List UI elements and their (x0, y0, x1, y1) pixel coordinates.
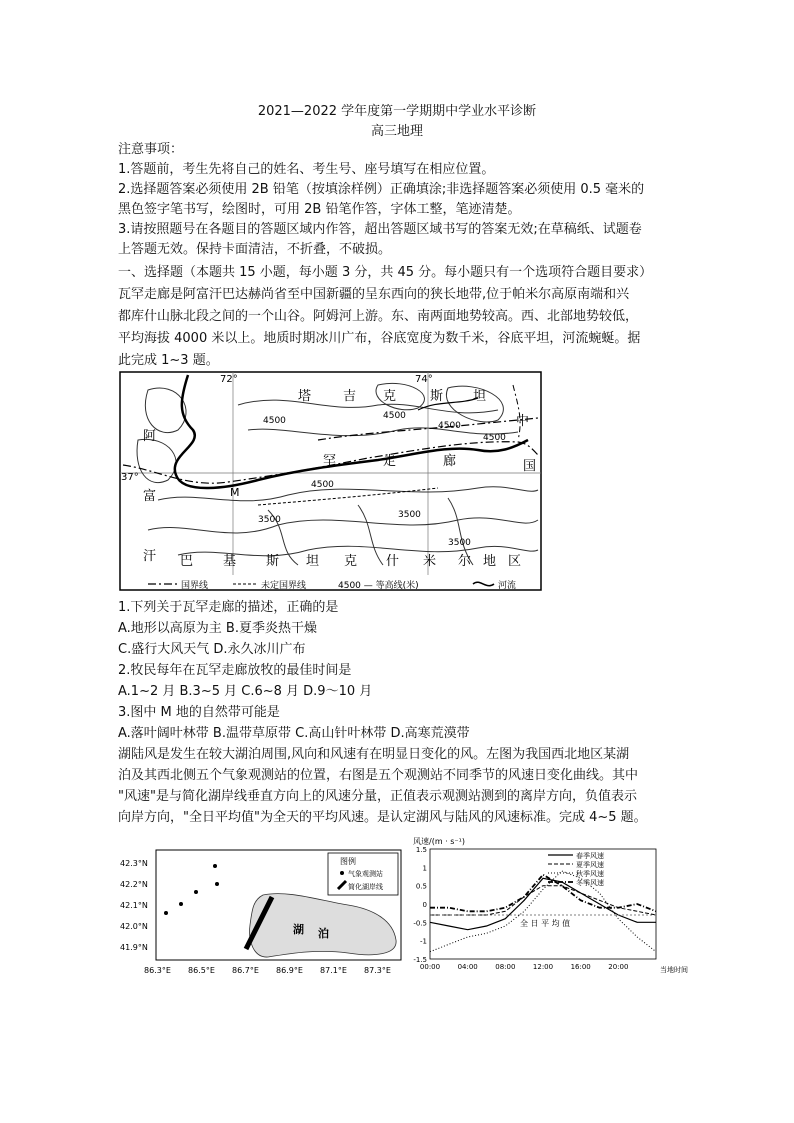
contour-label: 3500 (448, 538, 471, 548)
x-tick-label: 12:00 (532, 963, 554, 971)
lon-tick: 86.3°E (144, 966, 171, 975)
station-dot (215, 882, 219, 886)
y-tick-label: 0 (422, 901, 427, 909)
region-char: 斯 (430, 389, 444, 404)
region-char: 什 (386, 554, 400, 569)
region-char: 区 (508, 554, 522, 569)
question-options: A.落叶阔叶林带 B.温带草原带 C.高山针叶林带 D.高寒荒漠带 (118, 726, 470, 741)
chart-xlabel: 当地时间 (660, 966, 688, 974)
note-line: 2.选择题答案必须使用 2B 铅笔（按填涂样例）正确填涂;非选择题答案必须使用 0.5 毫米的 (118, 182, 645, 197)
lon-tick: 86.5°E (188, 966, 215, 975)
lon-tick: 87.3°E (364, 966, 391, 975)
exam-subtitle: 高三地理 (370, 124, 423, 139)
question-options: C.盛行大风天气 D.永久冰川广布 (118, 642, 306, 657)
region-char: 尔 (458, 554, 472, 569)
series-line (430, 875, 656, 912)
contour-label: 4500 (383, 411, 406, 421)
legend-contour: 4500 — 等高线(米) (338, 581, 419, 591)
legend-title: 图例 (340, 857, 356, 866)
lon-label: 72° (220, 374, 238, 385)
intro-line: 此完成 1~3 题。 (118, 353, 219, 368)
region-char: 坦 (473, 389, 487, 404)
region-char: 巴 (180, 554, 194, 569)
y-tick-label: -0.5 (413, 919, 427, 928)
question-stem: 2.牧民每年在瓦罕走廊放牧的最佳时间是 (118, 663, 352, 678)
region-char: 坦 (306, 554, 320, 569)
region-char: 阿 (143, 429, 157, 444)
region-char: 吉 (343, 389, 357, 404)
passage-line: 湖陆风是发生在较大湖泊周围,风向和风速有在明显日变化的风。左图为我国西北地区某湖 (118, 747, 630, 762)
x-tick-label: 00:00 (419, 963, 441, 971)
x-tick-label: 20:00 (608, 963, 629, 971)
legend-station: 气象观测站 (348, 870, 383, 878)
contour-label: 4500 (311, 480, 334, 490)
lat-tick: 42.1°N (120, 901, 148, 910)
chart-annotation: 全 日 平 均 值 (520, 919, 571, 928)
x-tick-label: 08:00 (495, 963, 516, 971)
x-tick-label: 16:00 (570, 963, 591, 971)
y-tick-label: 1 (422, 864, 427, 873)
lon-label: 74° (415, 374, 433, 385)
lat-tick: 41.9°N (120, 943, 148, 952)
section-heading: 一、选择题（本题共 15 小题，每小题 3 分，共 45 分。每小题只有一个选项符合题目要求） (118, 265, 653, 280)
region-char: 罕 (323, 454, 337, 469)
contour-label: 3500 (258, 515, 281, 525)
chart-frame (430, 849, 656, 959)
lat-tick: 42.3°N (120, 859, 148, 868)
region-char: 地 (483, 554, 497, 569)
contour-label: 4500 (483, 433, 506, 443)
x-tick-label: 04:00 (457, 963, 478, 971)
lon-tick: 86.7°E (232, 966, 259, 975)
legend-entry: 春季风速 (576, 852, 604, 860)
question-stem: 1.下列关于瓦罕走廊的描述，正确的是 (118, 600, 339, 615)
wakhan-map (118, 370, 543, 595)
legend-border: 国界线 (181, 581, 209, 591)
question-options: A.1~2 月 B.3~5 月 C.6~8 月 D.9～10 月 (118, 684, 373, 699)
y-tick-label: -1.5 (413, 956, 427, 964)
note-line: 上答题无效。保持卡面清洁，不折叠，不破损。 (118, 242, 392, 257)
chart-ylabel: 风速/(m · s⁻¹) (413, 837, 465, 846)
region-char: 斯 (266, 554, 280, 569)
region-char: 米 (423, 554, 437, 569)
lake-label: 泊 (318, 927, 329, 940)
y-tick-label: -1 (420, 937, 427, 946)
notes-heading: 注意事项： (118, 142, 184, 157)
region-char: 国 (523, 459, 537, 474)
wind-speed-chart (408, 835, 698, 980)
contour-label: 4500 (438, 421, 461, 431)
legend-river: 河流 (498, 581, 517, 591)
region-char: 走 (383, 454, 397, 469)
region-char: 基 (223, 554, 237, 569)
y-tick-label: 0.5 (415, 882, 427, 891)
lat-label: 37° (121, 472, 139, 483)
region-char: 克 (383, 389, 397, 404)
intro-line: 都库什山脉北段之间的一个山谷。阿姆河上游。东、南两面地势较高。西、北部地势较低， (118, 309, 639, 324)
lon-tick: 87.1°E (320, 966, 347, 975)
legend-shore: 简化湖岸线 (348, 883, 383, 891)
region-char: 塔 (298, 389, 312, 404)
legend-entry: 夏季风速 (576, 861, 604, 869)
passage-line: 向岸方向，"全日平均值"为全天的平均风速。是认定湖风与陆风的风速标准。完成 4~5 题。 (118, 810, 647, 825)
lon-tick: 86.9°E (276, 966, 303, 975)
note-line: 黑色签字笔书写，绘图时，可用 2B 铅笔作答，字体工整，笔迹清楚。 (118, 202, 521, 217)
y-tick-label: 1.5 (415, 846, 427, 854)
note-line: 3.请按照题号在各题目的答题区域内作答，超出答题区域书写的答案无效;在草稿纸、试题卷 (118, 222, 642, 237)
station-dot (164, 911, 168, 915)
region-char: 廊 (443, 454, 457, 469)
lat-tick: 42.2°N (120, 880, 148, 889)
point-m-label: M (230, 486, 240, 499)
station-dot (179, 902, 183, 906)
intro-line: 平均海拔 4000 米以上。地质时期冰川广布，谷底宽度为数千米，谷底平坦，河流蜿蜒。据 (118, 331, 641, 346)
region-char: 汗 (143, 549, 157, 564)
lake-label: 湖 (293, 923, 304, 936)
lake-station-map (118, 845, 408, 977)
question-stem: 3.图中 M 地的自然带可能是 (118, 705, 280, 720)
legend-entry: 秋季风速 (576, 870, 604, 878)
intro-line: 瓦罕走廊是阿富汗巴达赫尚省至中国新疆的呈东西向的狭长地带,位于帕米尔高原南端和兴 (118, 287, 630, 302)
station-dot (213, 864, 217, 868)
station-dot (194, 890, 198, 894)
exam-title: 2021—2022 学年度第一学期期中学业水平诊断 (257, 104, 537, 119)
note-line: 1.答题前，考生先将自己的姓名、考生号、座号填写在相应位置。 (118, 162, 495, 177)
legend-undefined-border: 未定国界线 (261, 581, 307, 591)
region-char: 富 (143, 489, 157, 504)
contour-label: 4500 (263, 416, 286, 426)
contour-label: 3500 (398, 510, 421, 520)
passage-line: 泊及其西北侧五个气象观测站的位置，右图是五个观测站不同季节的风速日变化曲线。其中 (118, 768, 639, 783)
passage-line: "风速"是与简化湖岸线垂直方向上的风速分量，正值表示观测站测到的离岸方向，负值表示 (118, 789, 637, 804)
legend-entry: 冬季风速 (576, 879, 604, 887)
region-char: 中 (516, 414, 530, 429)
region-char: 克 (344, 554, 358, 569)
question-options: A.地形以高原为主 B.夏季炎热干燥 (118, 621, 317, 636)
lat-tick: 42.0°N (120, 922, 148, 931)
